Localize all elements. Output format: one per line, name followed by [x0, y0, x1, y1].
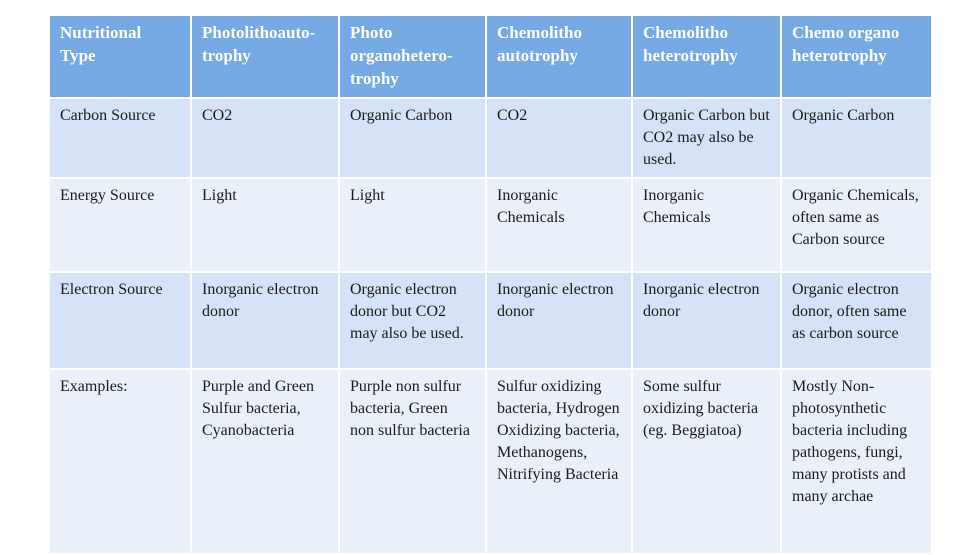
table-cell: Sulfur oxidizing bacteria, Hydrogen Oxidizing bacteria, Methanogens, Nitrifying Bacteria: [486, 369, 632, 554]
table-cell: CO2: [486, 98, 632, 178]
table-cell: Purple and Green Sulfur bacteria, Cyanobacteria: [191, 369, 339, 554]
table-cell: Inorganic Chemicals: [486, 178, 632, 272]
column-header-nutritional-type: Nutritional Type: [49, 15, 191, 98]
table-cell: CO2: [191, 98, 339, 178]
table-row-electron-source: [49, 272, 932, 369]
table-cell: Organic electron donor, often same as carbon source: [781, 272, 932, 369]
header-row: [49, 15, 932, 98]
column-header-photolithoautotrophy: Photolithoauto-trophy: [191, 15, 339, 98]
table-cell: Organic electron donor but CO2 may also be used.: [339, 272, 486, 369]
row-label-carbon-source: Carbon Source: [49, 98, 191, 178]
table-cell: Some sulfur oxidizing bacteria (eg. Beggiatoa): [632, 369, 781, 554]
table-row-carbon-source: [49, 98, 932, 178]
row-label-electron-source: Electron Source: [49, 272, 191, 369]
table-row-energy-source: [49, 178, 932, 272]
table-cell: Mostly Non-photosynthetic bacteria including pathogens, fungi, many protists and many archae: [781, 369, 932, 554]
column-header-chemolithoheterotrophy: Chemolitho heterotrophy: [632, 15, 781, 98]
table-cell: Inorganic Chemicals: [632, 178, 781, 272]
table-cell: Organic Chemicals, often same as Carbon source: [781, 178, 932, 272]
table-row-examples: [49, 369, 932, 554]
table-cell: Purple non sulfur bacteria, Green non sulfur bacteria: [339, 369, 486, 554]
table-cell: Organic Carbon but CO2 may also be used.: [632, 98, 781, 178]
table-cell: Light: [339, 178, 486, 272]
column-header-chemolithoautotrophy: Chemolitho autotrophy: [486, 15, 632, 98]
row-label-examples: Examples:: [49, 369, 191, 554]
table-cell: Organic Carbon: [339, 98, 486, 178]
table-cell: Inorganic electron donor: [191, 272, 339, 369]
column-header-chemoorganoheterotrophy: Chemo organo heterotrophy: [781, 15, 932, 98]
column-header-photoorganoheterotrophy: Photo organohetero-trophy: [339, 15, 486, 98]
table-cell: Organic Carbon: [781, 98, 932, 178]
row-label-energy-source: Energy Source: [49, 178, 191, 272]
nutritional-types-table: [48, 14, 933, 555]
table-cell: Inorganic electron donor: [632, 272, 781, 369]
table-cell: Light: [191, 178, 339, 272]
table-cell: Inorganic electron donor: [486, 272, 632, 369]
